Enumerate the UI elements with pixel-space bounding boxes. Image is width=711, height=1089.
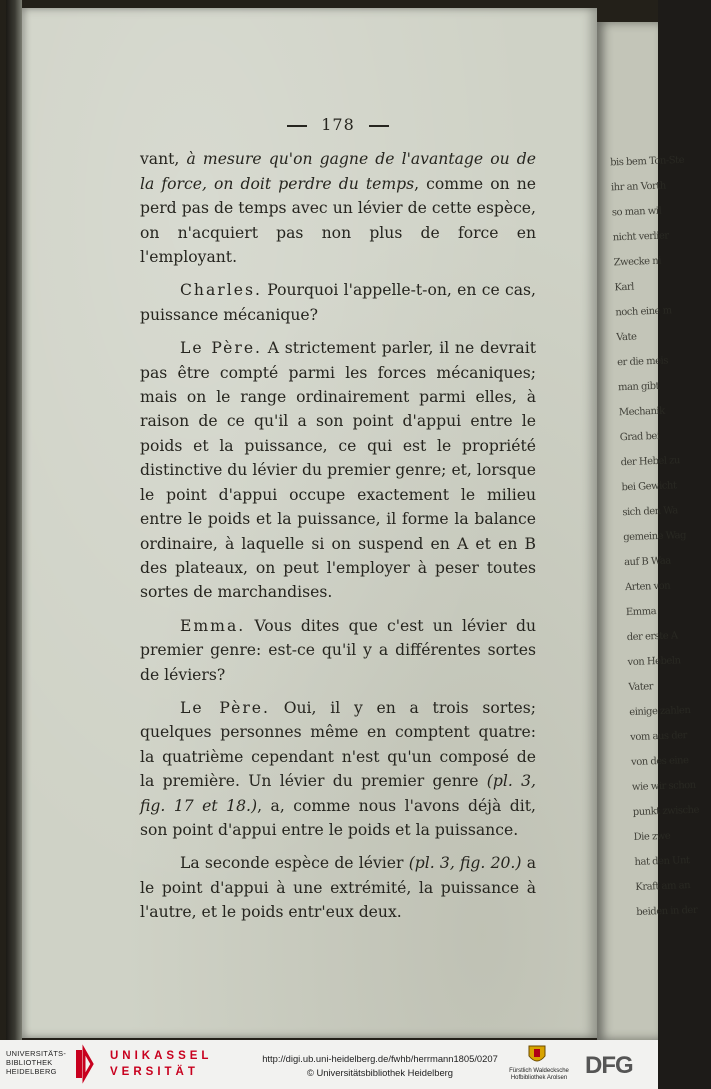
paragraph-second-lever xyxy=(140,851,536,924)
kassel-logo-line1: UNIKASSEL xyxy=(110,1050,213,1062)
facing-page-line: Die zwe xyxy=(633,830,671,844)
text-segment: Oui, il y en a trois sortes; quelques personnes même en comptent quatre: la quatrième cependant n'est qu'un composé de la première. Un lévier du premier genre xyxy=(140,698,536,791)
digitization-footer xyxy=(0,1040,658,1089)
paragraph-emma xyxy=(140,614,536,687)
speaker-name: Emma. xyxy=(180,616,246,635)
facing-page-line: gemeine Wag xyxy=(623,530,687,544)
speaker-name: Le Père. xyxy=(180,698,270,717)
paragraph-pere-1 xyxy=(140,336,536,604)
arolsen-crest-icon xyxy=(523,1044,551,1066)
facing-page-line: man gibt xyxy=(617,380,660,394)
header-dash-right xyxy=(369,125,389,127)
kassel-university-logo[interactable] xyxy=(110,1048,230,1080)
facing-page-line: auf B Waa xyxy=(623,555,671,569)
paragraph-charles xyxy=(140,278,536,327)
speaker-name: Le Père. xyxy=(180,339,262,358)
facing-page-line: Karl xyxy=(614,281,635,294)
page-number: 178 xyxy=(321,115,355,134)
speaker-name: Charles. xyxy=(180,281,262,300)
paragraph-text: A strictement parler, il ne devrait pas être compté parmi les forces mécaniques; mais on le range ordinairement parmi elles, à raison de ce qu'il a son point d'appui entre le poids et la puissance, ce qui est le propriété distinctive du lévier du premier genre; et, lorsque le point d'appui occupe exactement le milieu entre le poids et la puissance, il forme la balance ordinaire, à laquelle si on suspend en A et en B des plateaux, on peut l'employer à peser toutes sortes de marchandises. xyxy=(140,339,536,602)
dfg-logo[interactable]: DFG xyxy=(585,1052,633,1079)
permalink-url[interactable]: http://digi.ub.uni-heidelberg.de/fwhb/herrmann1805/0207 xyxy=(262,1053,498,1064)
text-segment: a le point d'appui à une extrémité, la puissance à l'autre, et le poids entr'eux deux. xyxy=(140,854,536,922)
header-dash-left xyxy=(287,125,307,127)
italic-text: à mesure qu'on gagne de l'avantage ou de la force, on doit perdre du temps xyxy=(140,150,536,193)
footer-citation xyxy=(240,1052,520,1080)
facing-page-line: ihr an Vorth xyxy=(610,180,666,194)
text-segment: vant, xyxy=(140,150,187,169)
italic-text: (pl. 3, fig. 17 et 18.) xyxy=(140,772,536,815)
facing-page-line: bei Gewicht xyxy=(621,480,677,494)
facing-page-line: von Hebeln xyxy=(627,655,681,669)
facing-page-line: punkt zwische xyxy=(632,804,700,819)
text-segment: , comme on ne perd pas de temps avec un lévier de cette espèce, on n'acquiert pas non plus de force en l'employant. xyxy=(140,174,536,267)
text-segment: , a, comme nous l'avons déjà dit, son point d'appui entre le poids et la puissance. xyxy=(140,796,537,839)
facing-page-line: einige zahlen xyxy=(629,704,691,719)
facing-page-line: wie wir schon xyxy=(631,779,696,794)
facing-page-line: er die meis xyxy=(616,355,669,369)
facing-page-line: von des eine xyxy=(630,755,689,769)
heidelberg-library-logo[interactable]: UNIVERSITÄTS- BIBLIOTHEK HEIDELBERG xyxy=(6,1049,67,1076)
kassel-logo-line2: VERSITÄT xyxy=(110,1066,199,1078)
copyright-notice: © Universitätsbibliothek Heidelberg xyxy=(306,1067,454,1078)
text-segment: La seconde espèce de lévier xyxy=(180,854,409,873)
facing-page-line: Arten von xyxy=(624,580,671,594)
facing-page-line: bis bem Ton-Ste xyxy=(609,154,685,169)
facing-page-line: Zwecke ni xyxy=(613,255,662,269)
facing-page-line: noch eine m xyxy=(615,305,672,319)
facing-page-line: Kraft am an xyxy=(635,880,691,893)
facing-page-line: hat den Unt xyxy=(634,855,690,868)
page-text xyxy=(140,113,536,934)
facing-page-line: Grad bei xyxy=(619,430,660,444)
facing-page-line: so man wil xyxy=(611,205,662,219)
facing-page-line: Vater xyxy=(628,681,654,694)
facing-page-line: nicht verlier xyxy=(612,230,669,244)
italic-text: (pl. 3, fig. 20.) xyxy=(408,854,522,873)
paragraph-text: Pourquoi l'appelle-t-on, en ce cas, puissance mécanique? xyxy=(140,281,536,324)
facing-page-edge xyxy=(597,22,700,1040)
facing-page-line: der Hebel zu xyxy=(620,455,681,469)
book-spine-edge xyxy=(6,0,22,1040)
paragraph-text: Vous dites que c'est un lévier du premier genre: est-ce qu'il y a différentes sortes de léviers? xyxy=(140,616,536,684)
paragraph-pere-2 xyxy=(140,696,536,842)
kassel-logo-icon xyxy=(72,1048,94,1080)
facing-page-line: Emma xyxy=(625,606,657,619)
facing-page-line: sich den Wa xyxy=(622,505,678,519)
paragraph-continuation xyxy=(140,147,536,269)
page-header xyxy=(140,113,536,137)
facing-page-line: vom aus der xyxy=(630,730,688,744)
paragraph-text xyxy=(140,699,536,839)
facing-page-line: Vate xyxy=(616,331,637,344)
arolsen-library-label: Fürstlich Waldecksche Hofbibliothek Arolsen xyxy=(509,1068,569,1081)
facing-page-line: der erste A xyxy=(626,630,678,644)
facing-page-line: beiden in der xyxy=(636,904,698,918)
facing-page-line: Mechanik xyxy=(618,405,665,419)
